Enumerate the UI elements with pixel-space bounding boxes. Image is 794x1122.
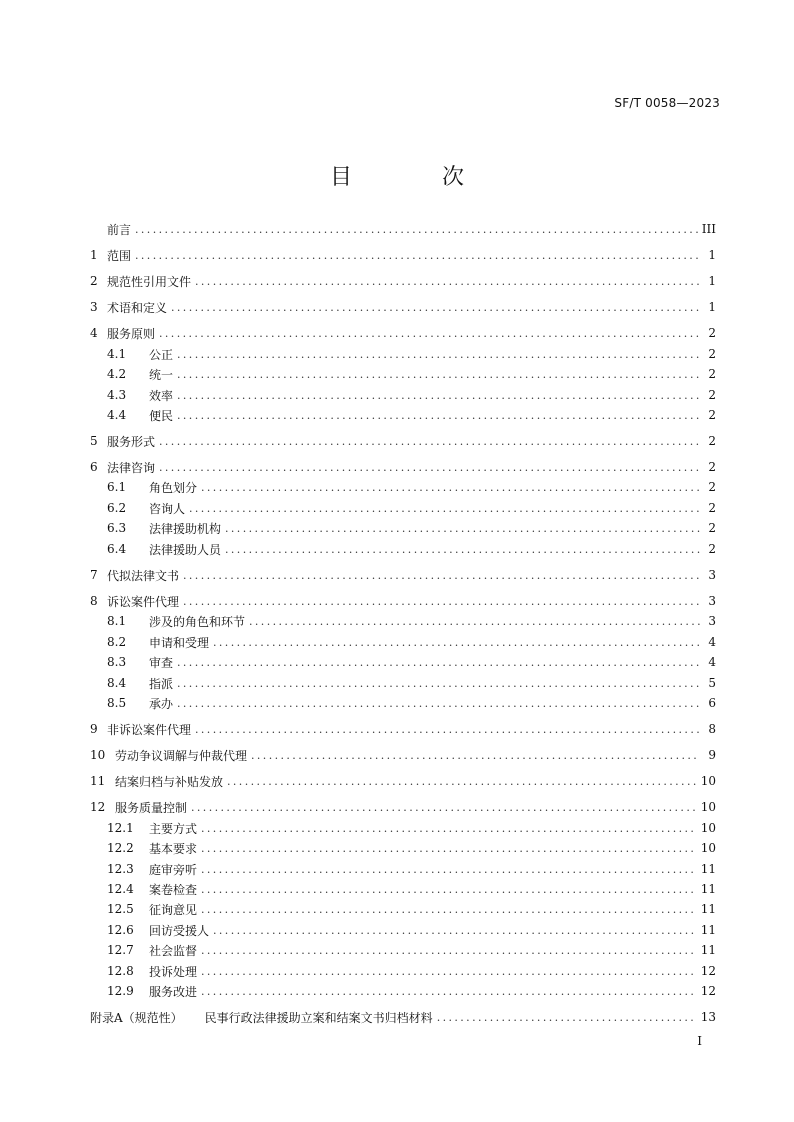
toc-entry[interactable]: [90, 900, 716, 918]
toc-entry[interactable]: [90, 746, 716, 764]
toc-entry-page: 9: [708, 748, 716, 762]
toc-leader-dots: [135, 223, 698, 236]
toc-entry-page: 2: [708, 347, 716, 361]
toc-leader-dots: [201, 863, 697, 876]
toc-leader-dots: [171, 301, 700, 314]
toc-entry-label: 社会监督: [149, 943, 198, 958]
toc-leader-dots: [159, 327, 700, 340]
toc-entry[interactable]: [90, 386, 716, 404]
toc-entry-number: 4.1: [107, 347, 127, 361]
toc-entry-page: 11: [700, 923, 716, 937]
toc-leader-dots: [195, 723, 700, 736]
toc-entry-number: 6: [90, 460, 98, 474]
toc-leader-dots: [159, 461, 700, 474]
toc-leader-dots: [249, 615, 700, 628]
toc-entry-label: 前言: [107, 222, 132, 237]
toc-leader-dots: [135, 249, 700, 262]
toc-entry-number: 8.2: [107, 635, 127, 649]
toc-leader-dots: [183, 595, 700, 608]
toc-leader-dots: [225, 543, 700, 556]
toc-entry-page: 13: [700, 1010, 716, 1024]
toc-leader-dots: [177, 697, 700, 710]
toc-entry-page: 3: [708, 568, 716, 582]
toc-entry-number: 8.1: [107, 614, 127, 628]
toc-leader-dots: [213, 636, 700, 649]
toc-entry-label: 诉讼案件代理: [107, 594, 180, 609]
toc-entry-page: 10: [700, 841, 716, 855]
toc-leader-dots: [201, 985, 697, 998]
toc-entry-number: 12.6: [107, 923, 134, 937]
toc-entry-number: 3: [90, 300, 98, 314]
toc-entry[interactable]: [90, 819, 716, 837]
toc-leader-dots: [225, 522, 700, 535]
toc-entry-page: 2: [708, 542, 716, 556]
toc-entry[interactable]: [90, 478, 716, 496]
toc-entry-label: 服务形式: [107, 434, 156, 449]
toc-entry[interactable]: [90, 772, 716, 790]
toc-entry[interactable]: [90, 345, 716, 363]
toc-entry-page: 8: [708, 722, 716, 736]
toc-entry[interactable]: [90, 540, 716, 558]
toc-entry[interactable]: [90, 324, 716, 342]
toc-entry[interactable]: [90, 298, 716, 316]
toc-entry-label: 公正: [149, 347, 174, 362]
toc-entry-label: 服务原则: [107, 326, 156, 341]
toc-entry-label: 申请和受理: [149, 635, 210, 650]
toc-entry-number: 12.7: [107, 943, 134, 957]
standard-code: SF/T 0058—2023: [614, 96, 720, 110]
toc-entry-number: 8.5: [107, 696, 127, 710]
toc-entry-label: 代拟法律文书: [107, 568, 180, 583]
toc-entry-label: 规范性引用文件: [107, 274, 192, 289]
toc-entry-label: 法律援助机构: [149, 521, 222, 536]
toc-entry-label: 效率: [149, 388, 174, 403]
toc-entry[interactable]: [90, 720, 716, 738]
toc-leader-dots: [201, 965, 697, 978]
toc-leader-dots: [213, 924, 697, 937]
toc-leader-dots: [437, 1011, 697, 1024]
toc-entry[interactable]: [90, 220, 716, 238]
toc-leader-dots: [201, 883, 697, 896]
toc-entry[interactable]: [90, 880, 716, 898]
toc-entry-page: 6: [708, 696, 716, 710]
toc-entry-page: 10: [700, 821, 716, 835]
page-number: I: [697, 1034, 702, 1048]
toc-leader-dots: [227, 775, 697, 788]
toc-entry[interactable]: [90, 612, 716, 630]
toc-entry-label: 投诉处理: [149, 964, 198, 979]
toc-entry-number: 12.2: [107, 841, 134, 855]
toc-entry-label: 主要方式: [149, 821, 198, 836]
toc-entry-page: 10: [700, 774, 716, 788]
toc-entry-number: 6.3: [107, 521, 127, 535]
toc-entry-label: 劳动争议调解与仲裁代理: [115, 748, 248, 763]
toc-entry-page: 2: [708, 408, 716, 422]
toc-entry-label: 庭审旁听: [149, 862, 198, 877]
toc-entry-number: 12.1: [107, 821, 134, 835]
toc-entry-number: 5: [90, 434, 98, 448]
toc-entry-number: 12.8: [107, 964, 134, 978]
toc-entry-page: 12: [700, 964, 716, 978]
toc-entry-number: 10: [90, 748, 106, 762]
toc-entry-label: 承办: [149, 696, 174, 711]
toc-entry-number: 6.2: [107, 501, 127, 515]
toc-entry[interactable]: [90, 921, 716, 939]
toc-entry-label: 案卷检查: [149, 882, 198, 897]
toc-entry-label: 民事行政法律援助立案和结案文书归档材料: [204, 1010, 433, 1025]
toc-entry[interactable]: [90, 592, 716, 610]
toc-entry-page: 2: [708, 460, 716, 474]
toc-entry-number: 7: [90, 568, 98, 582]
toc-entry-label: 指派: [149, 676, 174, 691]
toc-entry-number: 12.5: [107, 902, 134, 916]
toc-entry-label: 法律咨询: [107, 460, 156, 475]
toc-leader-dots: [189, 502, 700, 515]
toc-leader-dots: [201, 842, 697, 855]
toc-entry-page: 1: [708, 274, 716, 288]
toc-entry-label: 角色划分: [149, 480, 198, 495]
toc-entry-page: 2: [708, 480, 716, 494]
page-title: 目 次: [329, 165, 498, 190]
toc-entry[interactable]: [90, 982, 716, 1000]
toc-entry[interactable]: [90, 566, 716, 584]
toc-entry-page: III: [701, 222, 716, 236]
toc-entry-page: 4: [708, 655, 716, 669]
toc-entry-page: 2: [708, 521, 716, 535]
toc-entry-page: 10: [700, 800, 716, 814]
toc-entry-page: 11: [700, 882, 716, 896]
toc-leader-dots: [195, 275, 700, 288]
toc-entry[interactable]: [90, 653, 716, 671]
toc-entry-number: 4: [90, 326, 98, 340]
toc-entry-number: 12.4: [107, 882, 134, 896]
toc-entry-label: 审查: [149, 655, 174, 670]
toc-entry-number: 12: [90, 800, 106, 814]
toc-entry-page: 3: [708, 594, 716, 608]
toc-entry-page: 11: [700, 902, 716, 916]
toc-leader-dots: [251, 749, 700, 762]
toc-leader-dots: [201, 903, 697, 916]
toc-entry[interactable]: [90, 499, 716, 517]
toc-entry-label: 非诉讼案件代理: [107, 722, 192, 737]
toc-leader-dots: [201, 481, 700, 494]
toc-entry-page: 4: [708, 635, 716, 649]
toc-entry-label: 回访受援人: [149, 923, 210, 938]
toc-entry[interactable]: [90, 365, 716, 383]
toc-entry[interactable]: [90, 246, 716, 264]
toc-leader-dots: [201, 944, 697, 957]
toc-entry-page: 1: [708, 300, 716, 314]
toc-entry-number: 12.9: [107, 984, 134, 998]
toc-entry-page: 2: [708, 434, 716, 448]
toc-entry-number: 6.4: [107, 542, 127, 556]
toc-entry-page: 2: [708, 326, 716, 340]
toc-entry-number: 4.3: [107, 388, 127, 402]
toc-entry-number: 8: [90, 594, 98, 608]
toc-entry-label: 统一: [149, 367, 174, 382]
toc-entry[interactable]: [90, 941, 716, 959]
toc-entry[interactable]: [90, 432, 716, 450]
toc-leader-dots: [177, 389, 700, 402]
toc-leader-dots: [191, 801, 697, 814]
toc-leader-dots: [177, 409, 700, 422]
toc-entry-page: 12: [700, 984, 716, 998]
toc-entry[interactable]: [90, 839, 716, 857]
toc-entry-label: 涉及的角色和环节: [149, 614, 246, 629]
toc-entry-label: 服务质量控制: [115, 800, 188, 815]
toc-leader-dots: [177, 368, 700, 381]
toc-entry-number: 4.2: [107, 367, 127, 381]
toc-entry-label: 术语和定义: [107, 300, 168, 315]
toc-entry-page: 2: [708, 388, 716, 402]
toc-entry[interactable]: [90, 860, 716, 878]
toc-entry-label: 法律援助人员: [149, 542, 222, 557]
toc-entry-number: 6.1: [107, 480, 127, 494]
toc-leader-dots: [183, 569, 700, 582]
toc-entry[interactable]: [90, 458, 716, 476]
toc-entry-page: 3: [708, 614, 716, 628]
toc-entry-label: 便民: [149, 408, 174, 423]
toc-entry[interactable]: [90, 1008, 716, 1026]
toc-entry[interactable]: [90, 798, 716, 816]
toc-entry[interactable]: [90, 406, 716, 424]
toc-entry[interactable]: [90, 694, 716, 712]
toc-entry-number: 11: [90, 774, 106, 788]
toc-entry-label: 服务改进: [149, 984, 198, 999]
toc-entry-page: 11: [700, 862, 716, 876]
toc-entry-label: 基本要求: [149, 841, 198, 856]
toc-leader-dots: [177, 656, 700, 669]
toc-leader-dots: [159, 435, 700, 448]
toc-entry[interactable]: [90, 272, 716, 290]
toc-entry[interactable]: [90, 674, 716, 692]
toc-entry-number: 9: [90, 722, 98, 736]
toc-entry-page: 1: [708, 248, 716, 262]
toc-entry-page: 2: [708, 501, 716, 515]
toc-entry-label: 结案归档与补贴发放: [115, 774, 224, 789]
toc-entry-number: 8.4: [107, 676, 127, 690]
toc-entry[interactable]: [90, 962, 716, 980]
toc-leader-dots: [177, 677, 700, 690]
toc-entry-page: 11: [700, 943, 716, 957]
toc-entry[interactable]: [90, 633, 716, 651]
toc-entry-number: 12.3: [107, 862, 134, 876]
toc-leader-dots: [177, 348, 700, 361]
toc-entry-number: 2: [90, 274, 98, 288]
toc-entry[interactable]: [90, 519, 716, 537]
toc-entry-number: 4.4: [107, 408, 127, 422]
toc-entry-page: 2: [708, 367, 716, 381]
toc-entry-number: 附录A（规范性）: [90, 1010, 183, 1025]
toc-entry-page: 5: [708, 676, 716, 690]
toc-entry-label: 咨询人: [149, 501, 186, 516]
toc-entry-number: 1: [90, 248, 98, 262]
toc-entry-label: 范围: [107, 248, 132, 263]
toc-entry-number: 8.3: [107, 655, 127, 669]
toc-leader-dots: [201, 822, 697, 835]
toc-entry-label: 征询意见: [149, 902, 198, 917]
